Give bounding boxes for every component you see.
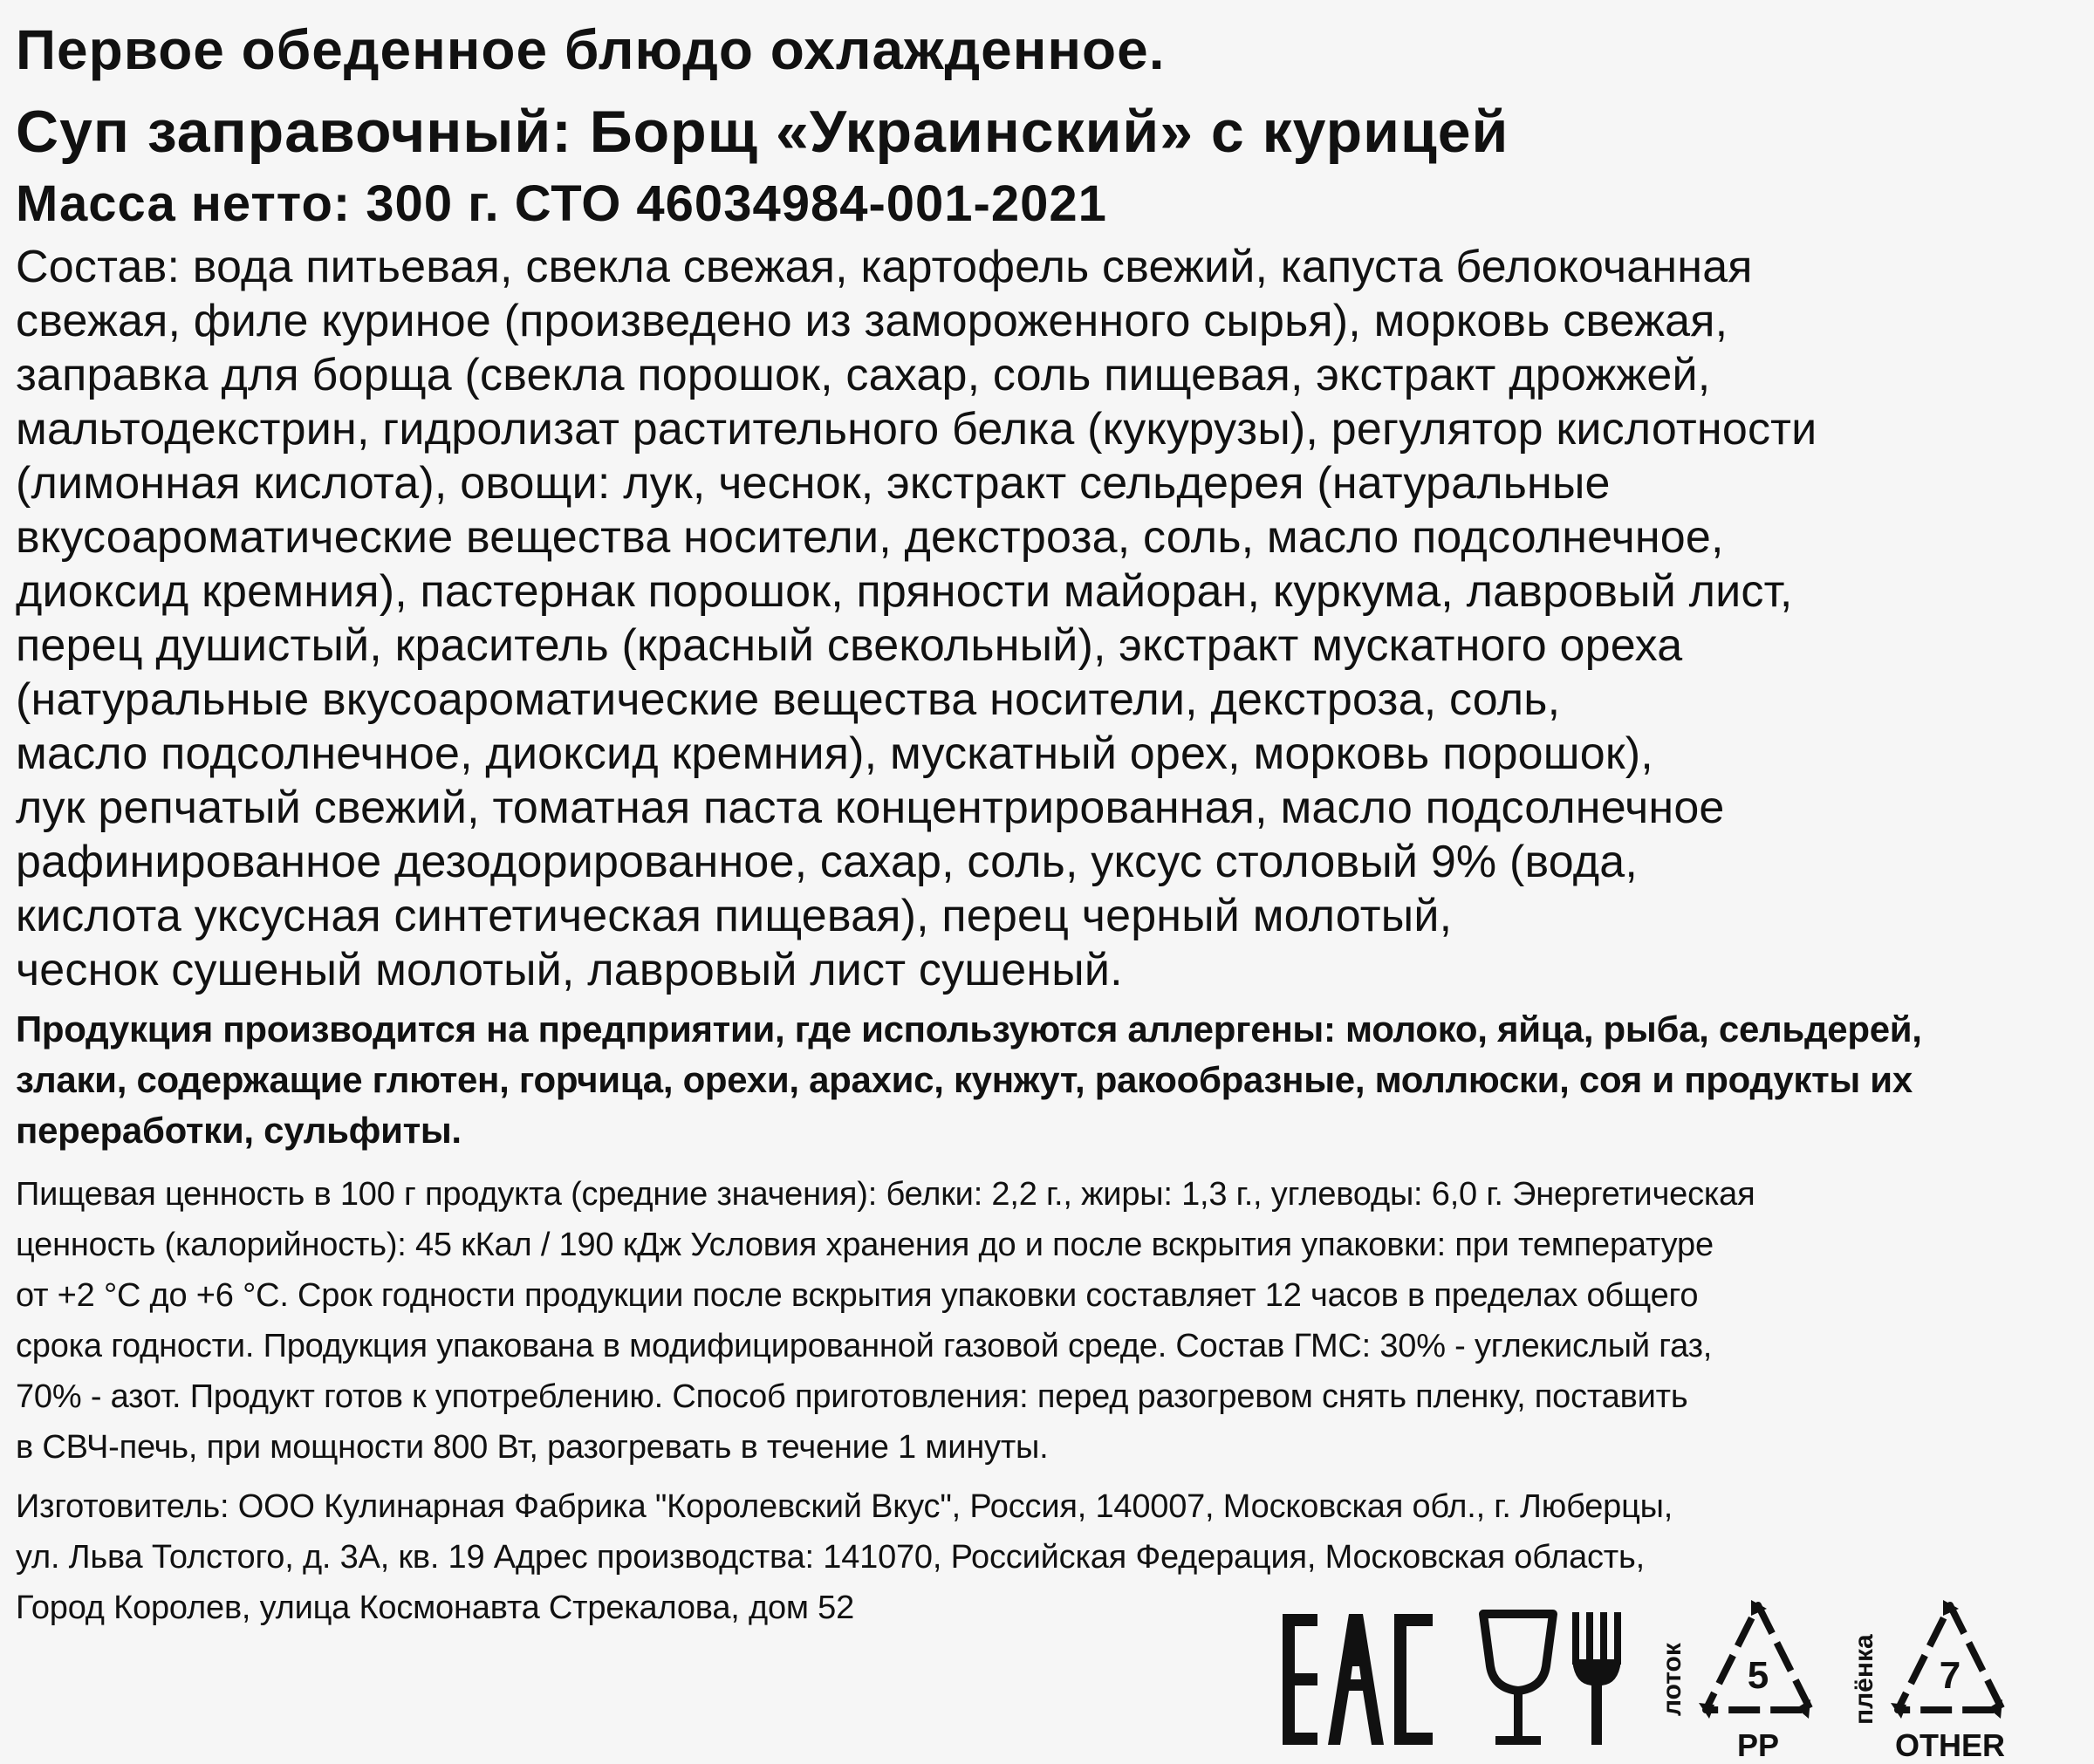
recycle-number: 7 (1939, 1654, 1961, 1697)
ingredients-line: (натуральные вкусоароматические вещества носители, декстроза, соль, (16, 674, 1561, 725)
recycle-other-mark (1889, 1596, 2011, 1762)
manufacturer-line: ул. Льва Толстого, д. 3А, кв. 19 Адрес производства: 141070, Российская Федерация, Московская область, (16, 1539, 1645, 1576)
product-name: Суп заправочный: Борщ «Украинский» с курицей (16, 99, 1509, 165)
allergens-line: Продукция производится на предприятии, где используются аллергены: молоко, яйца, рыба, сельдерей, (16, 1008, 1922, 1050)
recycle-number: 5 (1747, 1654, 1769, 1697)
product-category: Первое обеденное блюдо охлажденное. (16, 18, 1166, 81)
eac-icon (1283, 1614, 1440, 1745)
nutrition-line: Пищевая ценность в 100 г продукта (средние значения): белки: 2,2 г., жиры: 1,3 г., углеводы: 6,0 г. Энергетическая (16, 1176, 1755, 1213)
ingredients-line: кислота уксусная синтетическая пищевая), перец черный молотый, (16, 891, 1453, 941)
recycle-code: PP (1736, 1727, 1780, 1763)
allergens-line: злаки, содержащие глютен, горчица, орехи, арахис, кунжут, ракообразные, моллюски, соя и продукты их (16, 1059, 1913, 1100)
ingredients-line: свежая, филе куриное (произведено из замороженного сырья), морковь свежая, (16, 296, 1728, 346)
recycle-pp-mark (1697, 1596, 1819, 1762)
nutrition-line: 70% - азот. Продукт готов к употреблению. Способ приготовления: перед разогревом снять пленку, поставить (16, 1378, 1688, 1415)
tray-label: лоток (1658, 1643, 1687, 1716)
ingredients-line: диоксид кремния), пастернак порошок, пряности майоран, куркума, лавровый лист, (16, 566, 1793, 617)
recycle-code: OTHER (1895, 1727, 2005, 1763)
packaging-marks (1274, 1596, 2077, 1762)
film-label: плёнка (1850, 1634, 1878, 1725)
ingredients-line: лук репчатый свежий, томатная паста концентрированная, масло подсолнечное (16, 783, 1725, 833)
allergens-line: переработки, сульфиты. (16, 1110, 462, 1151)
ingredients-line: вкусоароматические вещества носители, декстроза, соль, масло подсолнечное, (16, 512, 1724, 563)
nutrition-line: от +2 °С до +6 °С. Срок годности продукции после вскрытия упаковки составляет 12 часов в пределах общего (16, 1277, 1699, 1314)
ingredients-line: Состав: вода питьевая, свекла свежая, картофель свежий, капуста белокочанная (16, 242, 1753, 292)
ingredients-line: рафинированное дезодорированное, сахар, соль, уксус столовый 9% (вода, (16, 837, 1639, 887)
glass-fork-icon (1475, 1605, 1632, 1754)
manufacturer-line: Город Королев, улица Космонавта Стрекалова, дом 52 (16, 1590, 855, 1626)
ingredients-line: масло подсолнечное, диоксид кремния), мускатный орех, морковь порошок), (16, 728, 1653, 779)
ingredients-line: мальтодекстрин, гидролизат растительного белка (кукурузы), регулятор кислотности (16, 404, 1817, 455)
ingredients-line: перец душистый, краситель (красный свекольный), экстракт мускатного ореха (16, 620, 1683, 671)
net-weight: Масса нетто: 300 г. СТО 46034984-001-2021 (16, 175, 1107, 232)
manufacturer-line: Изготовитель: ООО Кулинарная Фабрика "Королевский Вкус", Россия, 140007, Московская обл., г. Люберцы, (16, 1488, 1673, 1525)
nutrition-line: срока годности. Продукция упакована в модифицированной газовой среде. Состав ГМС: 30% - углекислый газ, (16, 1328, 1713, 1364)
nutrition-line: ценность (калорийность): 45 кКал / 190 кДж Условия хранения до и после вскрытия упаковки: при температуре (16, 1227, 1714, 1263)
ingredients-line: (лимонная кислота), овощи: лук, чеснок, экстракт сельдерея (натуральные (16, 458, 1611, 509)
ingredients-line: чеснок сушеный молотый, лавровый лист сушеный. (16, 945, 1123, 995)
nutrition-line: в СВЧ-печь, при мощности 800 Вт, разогревать в течение 1 минуты. (16, 1429, 1049, 1466)
ingredients-line: заправка для борща (свекла порошок, сахар, соль пищевая, экстракт дрожжей, (16, 350, 1711, 400)
